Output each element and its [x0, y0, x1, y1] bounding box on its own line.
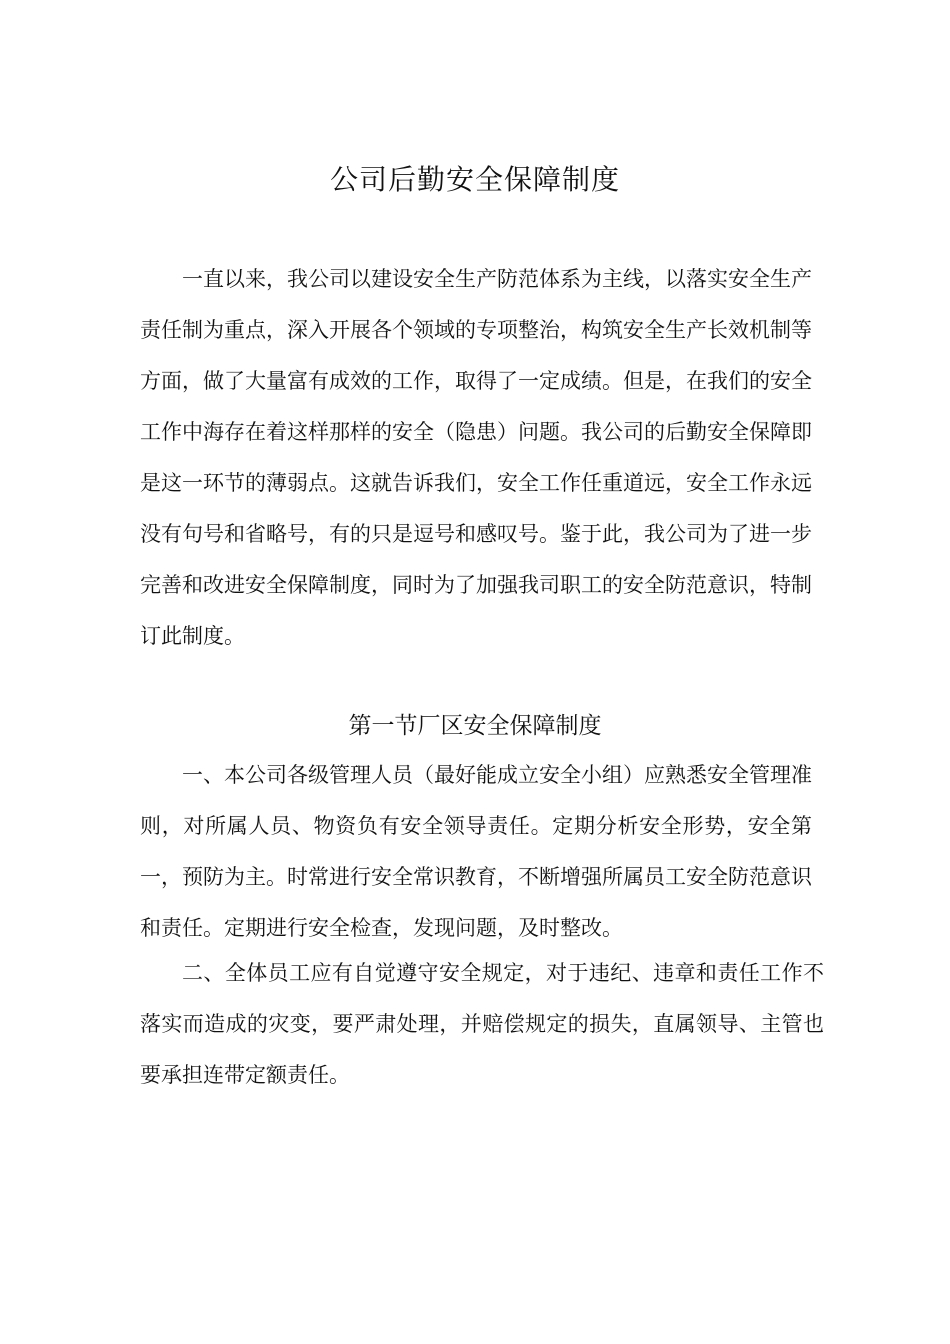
intro-paragraph: 一直以来，我公司以建设安全生产防范体系为主线，以落实安全生产责任制为重点，深入开展各个领域的专项整治，构筑安全生产长效机制等方面，做了大量富有成效的工作，取得了一定成绩。但是，在我们的安全工作中海存在着这样那样的安全（隐患）问题。我公司的后勤安全保障即是这一环节的薄弱点。这就告诉我们，安全工作任重道远，安全工作永远没有句号和省略号，有的只是逗号和感叹号。鉴于此，我公司为了进一步完善和改进安全保障制度，同时为了加强我司职工的安全防范意识，特制订此制度。	[140, 267, 812, 648]
section-item-1: 一、本公司各级管理人员（最好能成立安全小组）应熟悉安全管理准则，对所属人员、物资负有安全领导责任。定期分析安全形势，安全第一，预防为主。时常进行安全常识教育，不断增强所属员工安全防范意识和责任。定期进行安全检查，发现问题，及时整改。	[140, 763, 812, 940]
section-heading: 第一节厂区安全保障制度	[348, 713, 602, 739]
section-item-2: 二、全体员工应有自觉遵守安全规定，对于违纪、违章和责任工作不落实而造成的灾变，要严肃处理，并赔偿规定的损失，直属领导、主管也要承担连带定额责任。	[140, 961, 824, 1087]
document-title: 公司后勤安全保障制度	[329, 163, 620, 196]
